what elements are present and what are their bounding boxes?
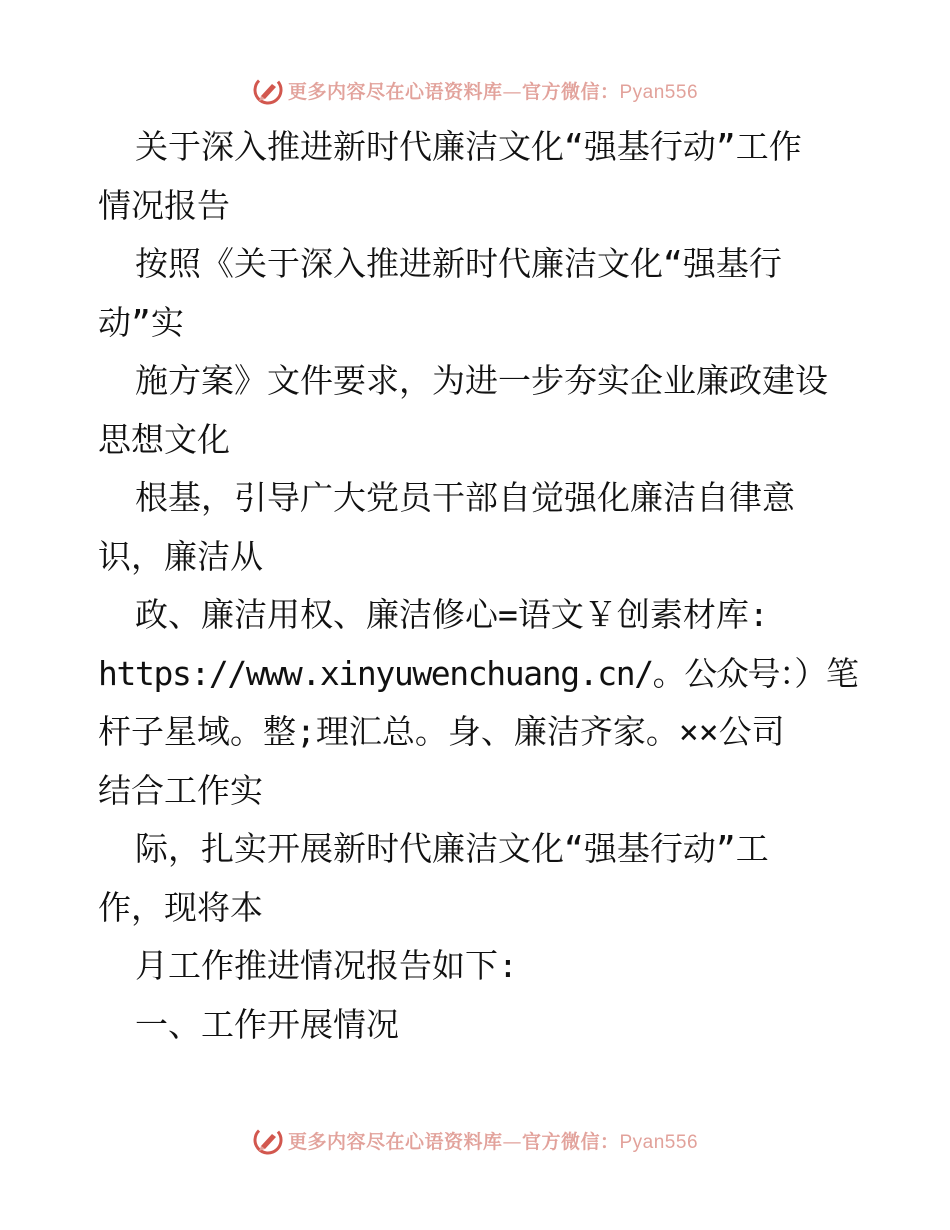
watermark-site: 更多内容尽在心语资料库 (287, 80, 503, 103)
body-line: 杆子星域。整;理汇总。身、廉洁齐家。××公司 (98, 712, 785, 751)
watermark-dash: — (502, 1130, 522, 1153)
document-body (98, 118, 858, 1054)
body-line: 结合工作实 (98, 770, 263, 810)
watermark-dash: — (502, 80, 522, 103)
watermark-text (288, 1127, 698, 1154)
body-line: 月工作推进情况报告如下: (135, 946, 518, 985)
body-line: 根基，引导广大党员干部自觉强化廉洁自律意 (135, 478, 795, 517)
watermark-site: 更多内容尽在心语资料库 (287, 1130, 503, 1153)
body-line: 识，廉洁从 (98, 536, 263, 576)
watermark-text (288, 77, 698, 104)
watermark-account: Pyan556 (619, 81, 699, 103)
body-line: 施方案》文件要求，为进一步夯实企业廉政建设 (135, 361, 828, 400)
body-line: 作，现将本 (98, 887, 263, 927)
watermark-channel: 官方微信： (521, 1130, 620, 1153)
watermark-account: Pyan556 (619, 1131, 699, 1153)
footer-watermark (0, 1120, 950, 1160)
body-line: 按照《关于深入推进新时代廉洁文化“强基行 (135, 244, 782, 283)
pen-logo-icon (252, 74, 284, 106)
body-line: 际，扎实开展新时代廉洁文化“强基行动”工 (135, 829, 769, 868)
header-watermark (0, 70, 950, 110)
title-line-1: 关于深入推进新时代廉洁文化“强基行动”工作 (135, 127, 802, 166)
body-line: 思想文化 (98, 419, 230, 459)
body-line-url: https://www.xinyuwenchuang.cn/。公众号：）笔 (98, 653, 858, 693)
body-line: 动”实 (98, 302, 184, 342)
section-heading: 一、工作开展情况 (135, 1004, 399, 1044)
pen-logo-icon (252, 1124, 284, 1156)
title-line-2: 情况报告 (98, 185, 230, 225)
body-line: 政、廉洁用权、廉洁修心=语文￥创素材库: (135, 595, 769, 634)
watermark-channel: 官方微信： (521, 80, 620, 103)
